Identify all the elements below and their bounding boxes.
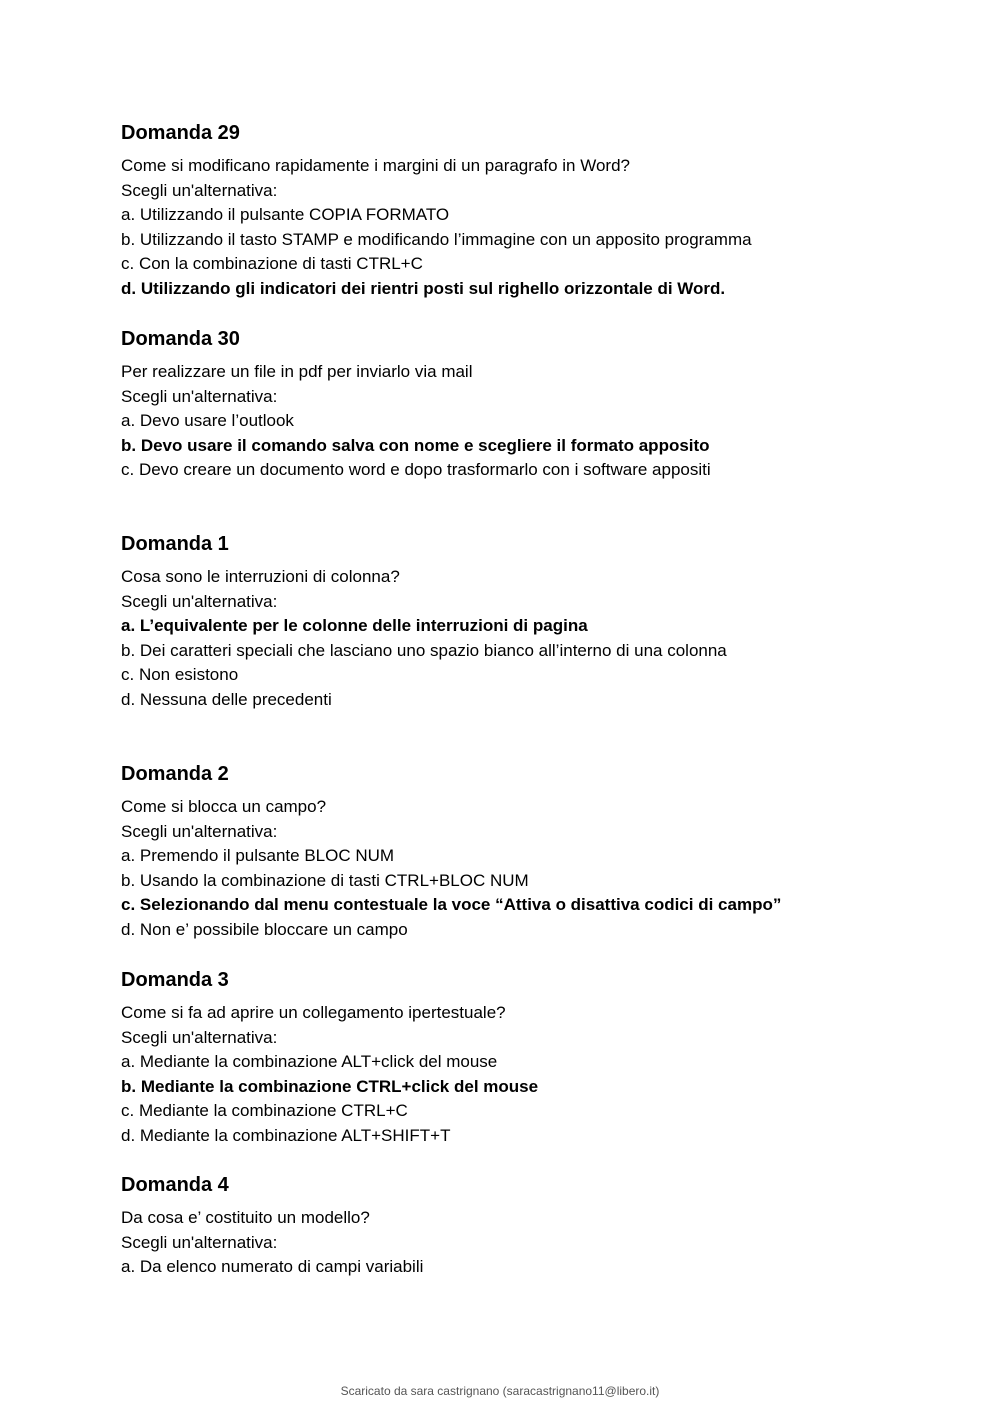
question-prompt: Scegli un'alternativa: — [121, 180, 278, 200]
question-block — [121, 1173, 921, 1280]
question-title: Domanda 30 — [121, 328, 240, 350]
question-block — [121, 968, 921, 1149]
answer-option: d. Non e’ possibile bloccare un campo — [121, 919, 408, 939]
question-title: Domanda 29 — [121, 122, 240, 144]
answer-option: c. Devo creare un documento word e dopo trasformarlo con i software appositi — [121, 460, 711, 480]
answer-option: d. Nessuna delle precedenti — [121, 689, 332, 709]
question-title: Domanda 1 — [121, 533, 229, 555]
question-block — [121, 762, 921, 943]
question-prompt: Scegli un'alternativa: — [121, 386, 278, 406]
answer-option-correct: b. Mediante la combinazione CTRL+click del mouse — [121, 1076, 539, 1096]
page-footer: Scaricato da sara castrignano (saracastrignano11@libero.it) — [340, 1384, 660, 1398]
question-prompt: Scegli un'alternativa: — [121, 1232, 278, 1252]
question-prompt: Scegli un'alternativa: — [121, 821, 278, 841]
answer-option: a. Mediante la combinazione ALT+click del mouse — [121, 1052, 498, 1072]
question-block — [121, 327, 921, 483]
answer-option: a. Premendo il pulsante BLOC NUM — [121, 846, 395, 866]
answer-option: a. Devo usare l’outlook — [121, 411, 294, 431]
answer-option: b. Usando la combinazione di tasti CTRL+BLOC NUM — [121, 870, 529, 890]
answer-option-correct: b. Devo usare il comando salva con nome e scegliere il formato apposito — [121, 435, 710, 455]
question-block — [121, 532, 921, 713]
answer-option: b. Utilizzando il tasto STAMP e modificando l’immagine con un apposito programma — [121, 229, 752, 249]
question-prompt: Scegli un'alternativa: — [121, 591, 278, 611]
question-text: Come si blocca un campo? — [121, 797, 327, 816]
answer-option-correct: c. Selezionando dal menu contestuale la voce “Attiva o disattiva codici di campo” — [121, 895, 782, 915]
answer-option: c. Non esistono — [121, 665, 239, 685]
question-text: Da cosa e’ costituito un modello? — [121, 1208, 370, 1227]
answer-option: c. Mediante la combinazione CTRL+C — [121, 1101, 408, 1121]
question-text: Cosa sono le interruzioni di colonna? — [121, 567, 400, 586]
question-title: Domanda 2 — [121, 763, 229, 785]
answer-option-correct: a. L’equivalente per le colonne delle interruzioni di pagina — [121, 616, 588, 636]
question-title: Domanda 4 — [121, 1174, 229, 1196]
answer-option: a. Utilizzando il pulsante COPIA FORMATO — [121, 205, 450, 225]
question-block — [121, 121, 921, 302]
question-text: Per realizzare un file in pdf per inviarlo via mail — [121, 362, 473, 381]
question-text: Come si modificano rapidamente i margini di un paragrafo in Word? — [121, 156, 630, 175]
answer-option: a. Da elenco numerato di campi variabili — [121, 1257, 424, 1277]
answer-option-correct: d. Utilizzando gli indicatori dei rientri posti sul righello orizzontale di Word. — [121, 278, 726, 298]
answer-option: d. Mediante la combinazione ALT+SHIFT+T — [121, 1125, 451, 1145]
question-text: Come si fa ad aprire un collegamento ipertestuale? — [121, 1003, 506, 1022]
question-prompt: Scegli un'alternativa: — [121, 1027, 278, 1047]
question-title: Domanda 3 — [121, 969, 229, 991]
answer-option: b. Dei caratteri speciali che lasciano uno spazio bianco all’interno di una colonna — [121, 640, 727, 660]
answer-option: c. Con la combinazione di tasti CTRL+C — [121, 254, 423, 274]
